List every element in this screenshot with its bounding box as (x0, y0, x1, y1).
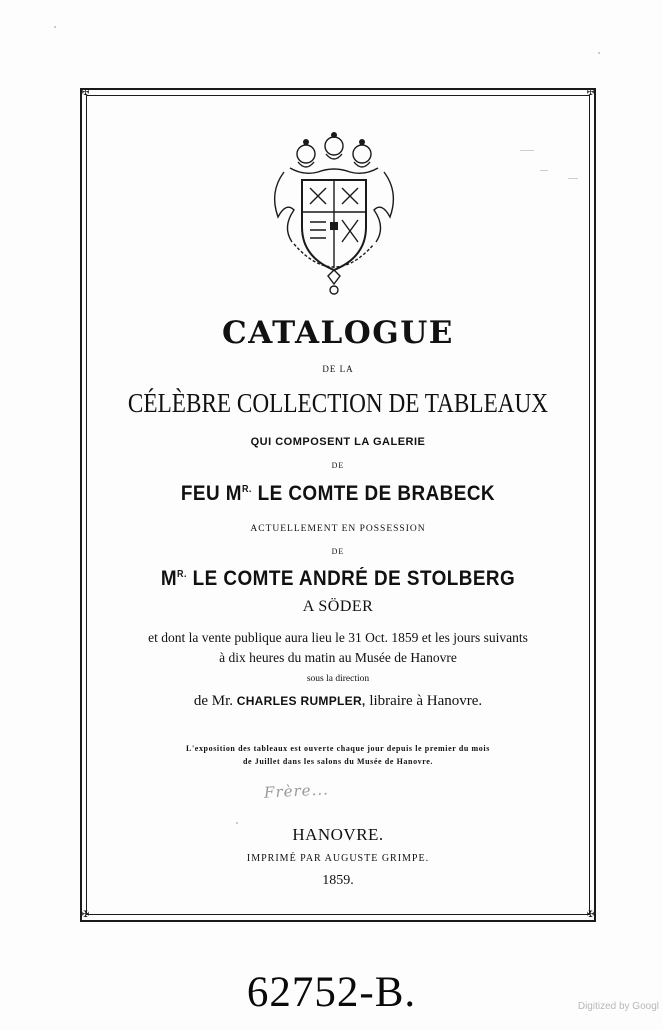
director-post: libraire à Hanovre. (365, 693, 483, 709)
exposition-line-1: L'exposition des tableaux est ouverte chaque jour depuis le premier du mois (186, 744, 490, 753)
sous-direction-text: sous la direction (306, 674, 370, 684)
handwritten-note: Frère... (263, 780, 330, 802)
exposition-line-2: de Juillet dans les salons du Musée de Hanovre. (242, 757, 434, 766)
feu-prefix: FEU M (180, 482, 242, 505)
director-pre: de Mr. (193, 693, 237, 709)
city-text: HANOVRE. (292, 825, 384, 844)
sale-line-2: à dix heures du matin au Musée de Hanovre (219, 650, 457, 665)
actuellement-text: ACTUELLEMENT EN POSSESSION (250, 524, 426, 534)
scan-speck (598, 52, 600, 54)
director-line (86, 693, 590, 710)
feu-rest: LE COMTE DE BRABECK (251, 482, 496, 505)
owner-rest: LE COMTE ANDRÉ DE STOLBERG (186, 567, 516, 590)
corner-ornament: ✠ (586, 88, 595, 98)
printer-text: IMPRIMÉ PAR AUGUSTE GRIMPE. (246, 853, 430, 864)
year-text: 1859. (322, 873, 354, 888)
mr-superscript-2: R. (177, 569, 187, 580)
location-text: A SÖDER (302, 598, 374, 615)
scan-mark (568, 178, 578, 179)
de-la-text: DE LA (322, 364, 354, 374)
scan-speck (54, 26, 56, 28)
corner-ornament: ✠ (586, 910, 595, 920)
scan-mark (540, 170, 548, 171)
sale-line-1: et dont la vente publique aura lieu le 31 Oct. 1859 et les jours suivants (148, 630, 528, 645)
scan-speck (236, 822, 238, 824)
mr-superscript: R. (241, 484, 252, 495)
director-name: CHARLES RUMPLER, (236, 694, 366, 708)
collection-heading: CÉLÈBRE COLLECTION DE TABLEAUX (127, 388, 549, 418)
catalogue-title: CATALOGUE (222, 315, 454, 351)
corner-ornament: ✠ (81, 88, 90, 98)
de-text-2: DE (331, 547, 345, 556)
owner-heading (111, 567, 565, 591)
de-text: DE (331, 461, 345, 470)
corner-ornament: ✠ (81, 910, 90, 920)
scan-mark (520, 150, 534, 151)
owner-prefix: M (160, 567, 178, 590)
digitized-watermark: Digitized by Googl (577, 1001, 659, 1012)
feu-comte-heading (111, 482, 565, 506)
coat-of-arms-icon (264, 132, 404, 297)
shelfmark: 62752-B. (246, 969, 417, 1016)
qui-composent-text: QUI COMPOSENT LA GALERIE (250, 436, 426, 448)
